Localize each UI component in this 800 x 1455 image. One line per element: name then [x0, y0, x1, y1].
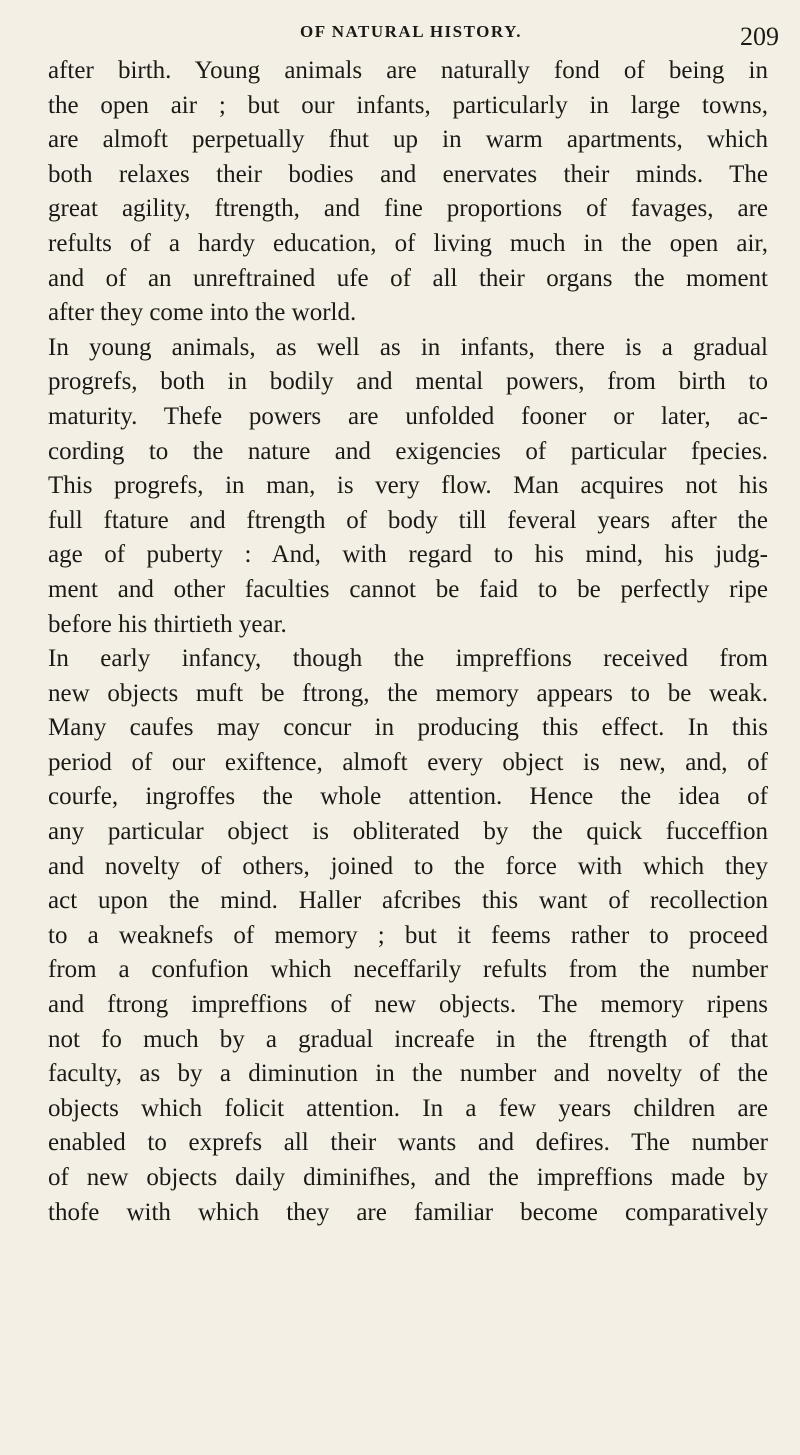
text-line: In early infancy, though the impreffions received from [48, 645, 768, 673]
text-line: progrefs, both in bodily and mental powers, from birth to [48, 368, 768, 396]
text-line: new objects muft be ftrong, the memory appears to be weak. [48, 679, 768, 707]
text-line: are almoft perpetually fhut up in warm apartments, which [48, 126, 768, 154]
text-line: age of puberty : And, with regard to his mind, his judg- [48, 541, 768, 569]
page-number: 209 [740, 22, 779, 51]
text-line: maturity. Thefe powers are unfolded fooner or later, ac- [48, 402, 768, 430]
text-line: thofe with which they are familiar become comparatively [48, 1198, 768, 1226]
text-line: to a weaknefs of memory ; but it feems rather to proceed [48, 921, 768, 949]
text-line: full ftature and ftrength of body till feveral years after the [48, 506, 768, 534]
text-line: cording to the nature and exigencies of particular fpecies. [48, 437, 768, 465]
body-text [48, 54, 768, 1230]
text-line: and novelty of others, joined to the force with which they [48, 852, 768, 880]
text-line: before his thirtieth year. [48, 610, 287, 638]
text-line: both relaxes their bodies and enervates their minds. The [48, 160, 768, 188]
text-line: Many caufes may concur in producing this effect. In this [48, 714, 768, 742]
text-line: not fo much by a gradual increafe in the ftrength of that [48, 1025, 768, 1053]
text-line: of new objects daily diminifhes, and the impreffions made by [48, 1164, 768, 1191]
text-line: the open air ; but our infants, particularly in large towns, [48, 91, 768, 119]
text-line: objects which folicit attention. In a few years children are [48, 1094, 768, 1122]
text-line: courfe, ingroffes the whole attention. Hence the idea of [48, 783, 768, 811]
text-line: and of an unreftrained ufe of all their organs the moment [48, 264, 768, 292]
text-line: from a confufion which neceffarily refults from the number [48, 956, 768, 984]
text-line: great agility, ftrength, and fine proportions of favages, are [48, 195, 768, 223]
text-line: period of our exiftence, almoft every object is new, and, of [48, 748, 768, 776]
text-line: enabled to exprefs all their wants and defires. The number [48, 1129, 768, 1157]
text-line: faculty, as by a diminution in the number and novelty of the [48, 1060, 768, 1088]
text-line: after they come into the world. [48, 299, 357, 327]
text-line: In young animals, as well as in infants, there is a gradual [48, 333, 768, 361]
text-line: ment and other faculties cannot be faid to be perfectly ripe [48, 575, 768, 603]
text-line: any particular object is obliterated by the quick fucceffion [48, 818, 768, 846]
text-line: act upon the mind. Haller afcribes this want of recollection [48, 887, 768, 915]
running-head: OF NATURAL HISTORY. [300, 22, 523, 41]
text-line: after birth. Young animals are naturally fond of being in [48, 57, 768, 84]
text-line: and ftrong impreffions of new objects. The memory ripens [48, 991, 768, 1019]
text-line: refults of a hardy education, of living much in the open air, [48, 229, 768, 257]
text-line: This progrefs, in man, is very flow. Man acquires not his [48, 472, 768, 500]
